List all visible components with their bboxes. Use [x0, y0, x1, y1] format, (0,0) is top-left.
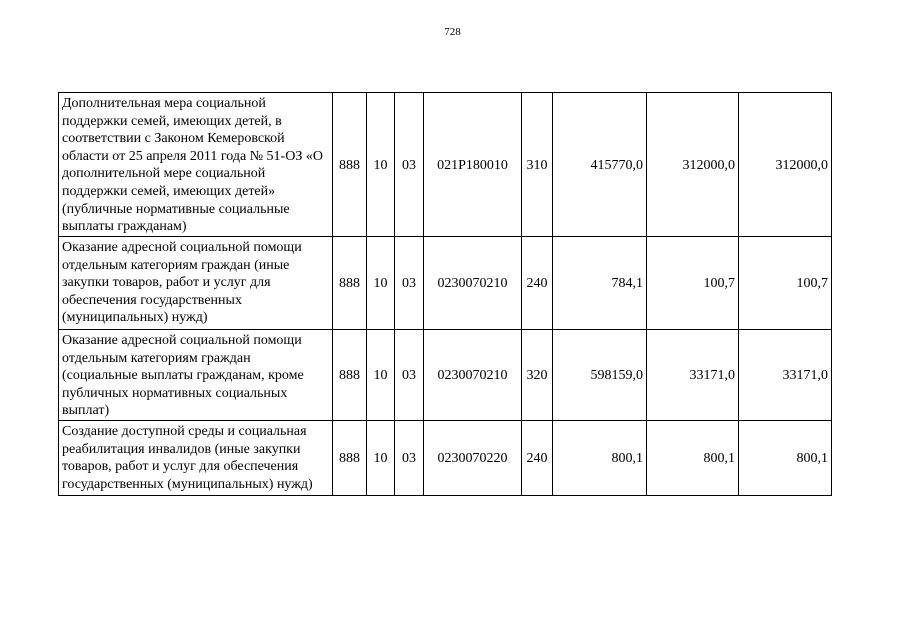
amount-1: 598159,0: [553, 330, 647, 421]
table-row: [59, 330, 832, 421]
section-code: 10: [367, 93, 395, 237]
table-row: [59, 237, 832, 330]
amount-2: 33171,0: [647, 330, 739, 421]
section-code: 10: [367, 420, 395, 495]
expense-type-code: 240: [522, 420, 553, 495]
subsection-code: 03: [395, 420, 424, 495]
subsection-code: 03: [395, 237, 424, 330]
target-article-code: 0230070220: [424, 420, 522, 495]
ministry-code: 888: [333, 330, 367, 421]
row-description: Дополнительная мера социальной поддержки семей, имеющих детей, в соответствии с Законом Кемеровской области от 25 апреля 2011 года № 51-ОЗ «О дополнительной мере социальной поддержки семей, имеющих детей» (публичные нормативные социальные выплаты гражданам): [59, 93, 333, 237]
amount-3: 100,7: [739, 237, 832, 330]
target-article-code: 021P180010: [424, 93, 522, 237]
amount-3: 800,1: [739, 420, 832, 495]
expense-type-code: 310: [522, 93, 553, 237]
target-article-code: 0230070210: [424, 330, 522, 421]
subsection-code: 03: [395, 93, 424, 237]
expense-type-code: 240: [522, 237, 553, 330]
expense-type-code: 320: [522, 330, 553, 421]
amount-1: 784,1: [553, 237, 647, 330]
subsection-code: 03: [395, 330, 424, 421]
amount-1: 800,1: [553, 420, 647, 495]
amount-2: 800,1: [647, 420, 739, 495]
target-article-code: 0230070210: [424, 237, 522, 330]
ministry-code: 888: [333, 237, 367, 330]
row-description: Оказание адресной социальной помощи отдельным категориям граждан (социальные выплаты гражданам, кроме публичных нормативных социальных выплат): [59, 330, 333, 421]
row-description: Создание доступной среды и социальная реабилитация инвалидов (иные закупки товаров, работ и услуг для обеспечения государственных (муниципальных) нужд): [59, 420, 333, 495]
budget-table: [58, 92, 832, 496]
amount-2: 312000,0: [647, 93, 739, 237]
amount-1: 415770,0: [553, 93, 647, 237]
table-row: [59, 420, 832, 495]
page-number: 728: [444, 26, 461, 38]
section-code: 10: [367, 237, 395, 330]
amount-3: 33171,0: [739, 330, 832, 421]
section-code: 10: [367, 330, 395, 421]
amount-3: 312000,0: [739, 93, 832, 237]
ministry-code: 888: [333, 93, 367, 237]
ministry-code: 888: [333, 420, 367, 495]
table-row: [59, 93, 832, 237]
amount-2: 100,7: [647, 237, 739, 330]
row-description: Оказание адресной социальной помощи отдельным категориям граждан (иные закупки товаров, работ и услуг для обеспечения государственных (муниципальных) нужд): [59, 237, 333, 330]
